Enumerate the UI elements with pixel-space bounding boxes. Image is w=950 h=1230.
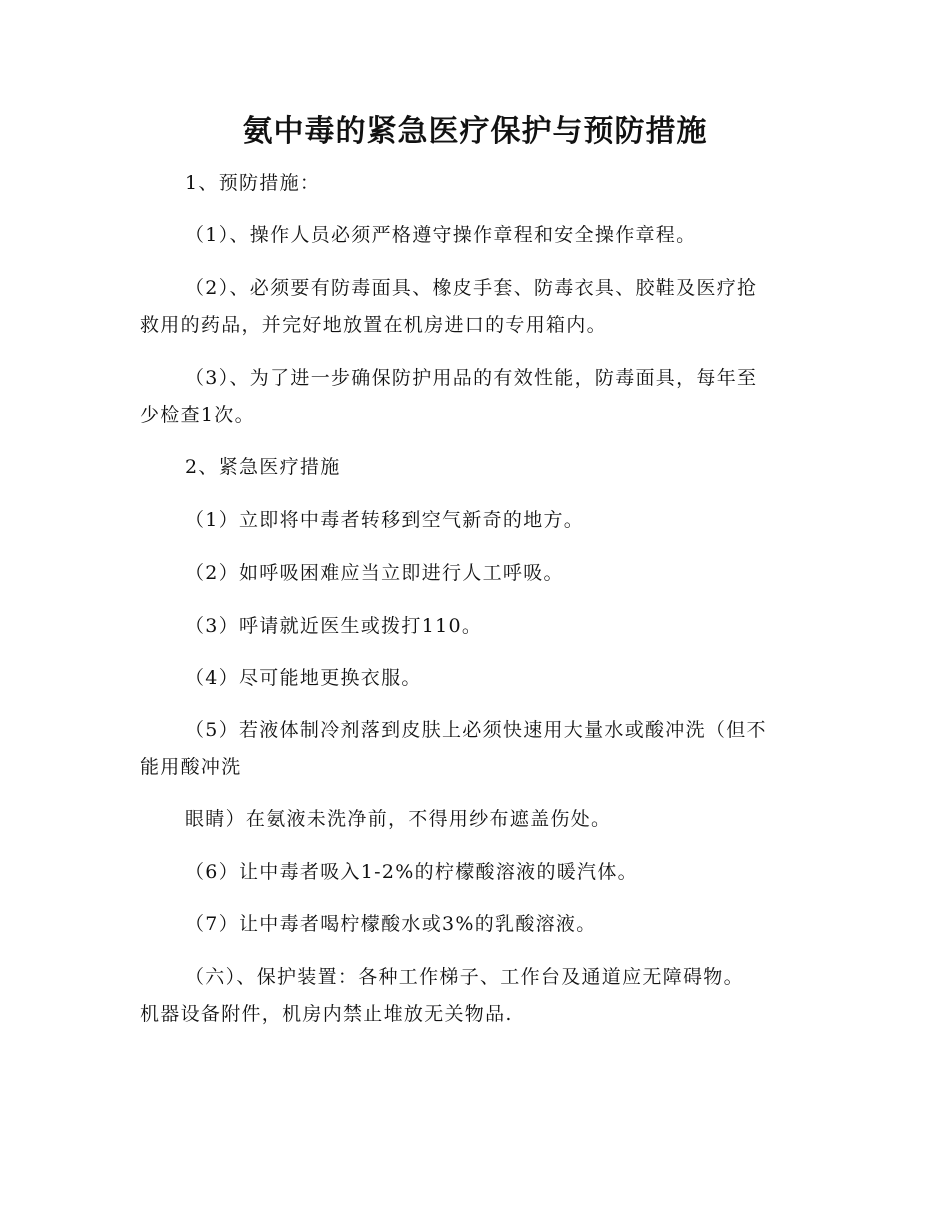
prevention-item-2-line-2: 救用的药品，并完好地放置在机房进口的专用箱内。: [140, 314, 607, 336]
protection-paragraph: [140, 959, 810, 1033]
emergency-item-1: （1）立即将中毒者转移到空气新奇的地方。: [185, 509, 585, 531]
emergency-item-3: （3）呼请就近医生或拨打110。: [185, 615, 483, 637]
emergency-item-6: （6）让中毒者吸入1-2%的柠檬酸溶液的暖汽体。: [185, 861, 638, 883]
emergency-item-5-continuation: 眼睛）在氨液未洗净前，不得用纱布遮盖伤处。: [185, 808, 612, 830]
emergency-item-5-line-2: 能用酸冲洗: [140, 756, 242, 778]
emergency-item-2: （2）如呼吸困难应当立即进行人工呼吸。: [185, 562, 564, 584]
emergency-item-5-line-1: （5）若液体制冷剂落到皮肤上必须快速用大量水或酸冲洗（但不: [185, 719, 767, 741]
emergency-item-4: （4）尽可能地更换衣服。: [185, 667, 422, 689]
prevention-item-2-line-1: （2）、必须要有防毒面具、橡皮手套、防毒衣具、胶鞋及医疗抢: [185, 277, 758, 299]
prevention-item-3: [140, 360, 810, 434]
emergency-item-7: （7）让中毒者喝柠檬酸水或3%的乳酸溶液。: [185, 913, 597, 935]
emergency-heading: 2、紧急医疗措施: [185, 456, 341, 478]
prevention-item-2: [140, 270, 810, 344]
prevention-item-3-line-1: （3）、为了进一步确保防护用品的有效性能，防毒面具，每年至: [185, 367, 758, 389]
prevention-heading: 1、预防措施：: [185, 172, 321, 194]
prevention-item-1: （1）、操作人员必须严格遵守操作章程和安全操作章程。: [185, 224, 697, 246]
protection-line-2: 机器设备附件，机房内禁止堆放无关物品.: [140, 1003, 513, 1025]
prevention-item-3-line-2: 少检查1次。: [140, 404, 255, 426]
emergency-item-5: [140, 712, 810, 786]
protection-line-1: （六）、保护装置：各种工作梯子、工作台及通道应无障碍物。: [185, 966, 744, 988]
document-title: 氨中毒的紧急医疗保护与预防措施: [242, 114, 708, 149]
